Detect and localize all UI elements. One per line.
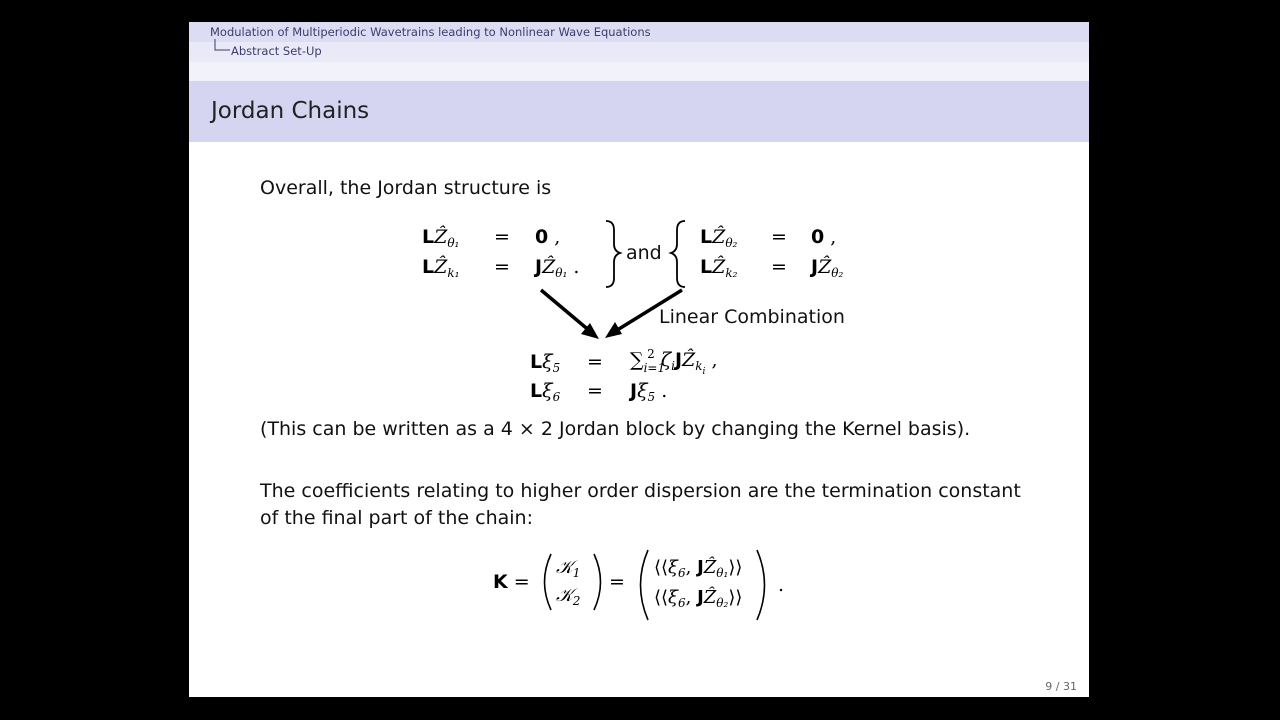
equation-equals: = (771, 256, 787, 278)
equation-left-rhs1: 0 , (535, 226, 561, 248)
equation-equals: = (771, 226, 787, 248)
equation-equals: = (587, 380, 603, 402)
linear-combination-label: Linear Combination (659, 306, 845, 328)
page-number: 9 / 31 (1045, 680, 1077, 693)
subsection-title[interactable]: Abstract Set-Up (231, 44, 322, 58)
xi5-lhs: $L\xi_5$ (530, 351, 561, 375)
section-title[interactable]: Modulation of Multiperiodic Wavetrains leading to Nonlinear Wave Equations (210, 25, 651, 39)
xi6-lhs: $L\xi_6$ (530, 380, 561, 404)
xi5-rhs: $\sum_{i=1}^2$ $\zeta_iJẐ_{k_i}$ , (630, 347, 718, 377)
k-symbol: K = (493, 571, 530, 593)
k-rhs-entry-2: $⟨⟨\xi_6$, JẐ$_{\theta_2}$⟩⟩ (654, 587, 743, 610)
coefficients-text-line1: The coefficients relating to higher order dispersion are the termination constant (260, 480, 1021, 502)
xi6-rhs: $J\xi_5$ . (630, 380, 668, 404)
k-entry-2: 𝒦$_2$ (556, 585, 581, 608)
slide (189, 22, 1089, 697)
k-entry-1: 𝒦$_1$ (556, 557, 581, 580)
equation-left-rhs2: JẐ$_{\theta_1}$ . (535, 256, 580, 280)
left-paren-2 (641, 550, 649, 620)
equation-equals: = (587, 351, 603, 373)
jordan-block-note: (This can be written as a 4 × 2 Jordan block by changing the Kernel basis). (260, 418, 971, 440)
and-word: and (626, 242, 662, 264)
equation-equals: = (494, 226, 510, 248)
right-paren-2 (757, 550, 765, 620)
equation-left-row2: LẐ$_{k_1}$ (422, 256, 460, 280)
frame-title: Jordan Chains (211, 98, 370, 124)
equation-right-rhs1: 0 , (811, 226, 837, 248)
k-period: . (778, 574, 785, 596)
k-rhs-entry-1: $⟨⟨\xi_6$, JẐ$_{\theta_1}$⟩⟩ (654, 557, 743, 580)
k-equals: = (609, 571, 625, 593)
equation-right-row2: LẐ$_{k_2}$ (700, 256, 738, 280)
equation-right-rhs2: JẐ$_{\theta_2}$ (811, 256, 844, 280)
equation-left-row1: LẐ$_{\theta_1}$ (422, 226, 460, 250)
equation-equals: = (494, 256, 510, 278)
intro-text: Overall, the Jordan structure is (260, 177, 552, 199)
coefficients-text-line2: of the final part of the chain: (260, 507, 533, 529)
left-paren-1 (545, 554, 552, 610)
equation-right-row1: LẐ$_{\theta_2}$ (700, 226, 738, 250)
k-matrix-parens (189, 22, 1089, 697)
right-paren-1 (594, 554, 601, 610)
